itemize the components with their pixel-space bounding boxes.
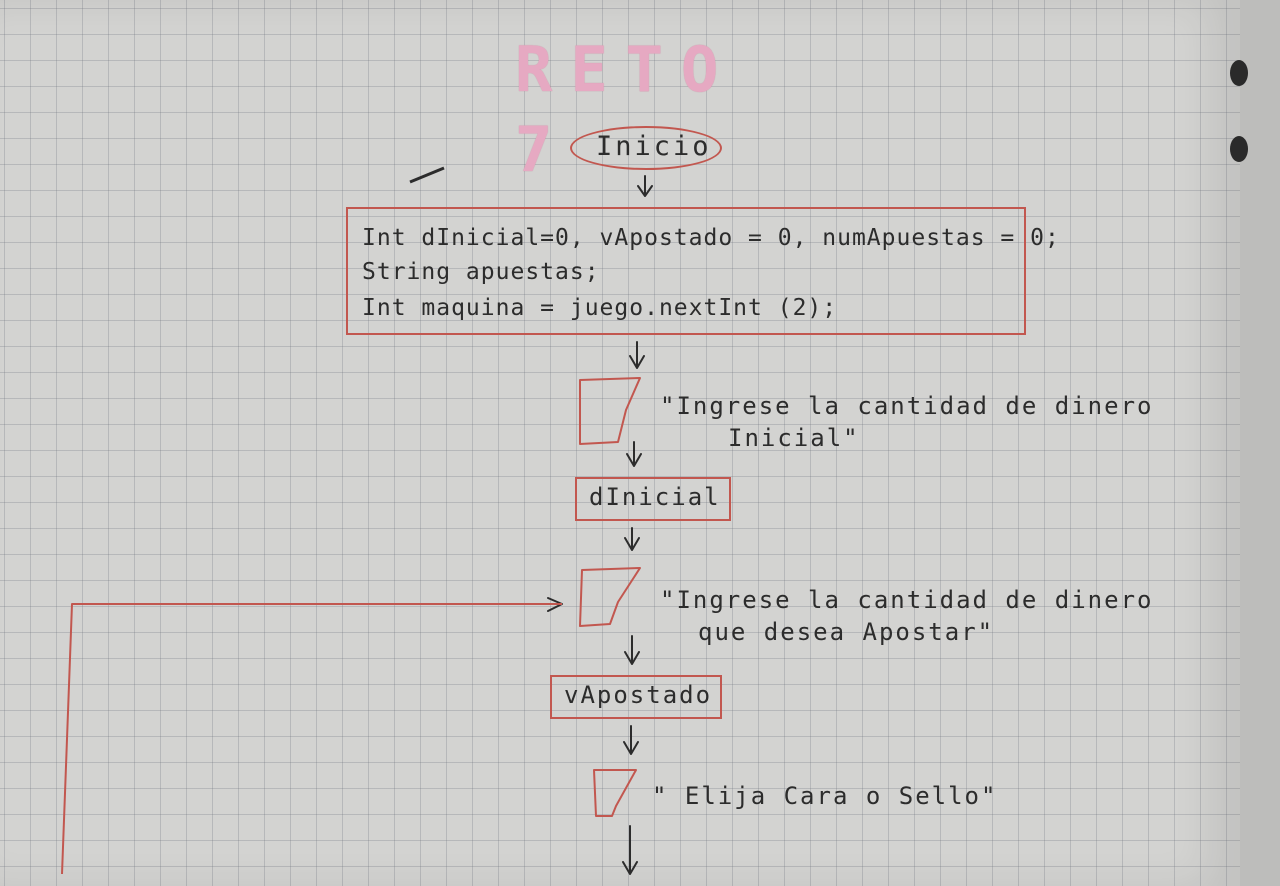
arrow-start-to-decl: [638, 176, 652, 196]
arrow-output1-to-input1: [627, 442, 641, 466]
prompt-2-line-2: que desea Apostar": [698, 618, 995, 646]
input-label-dinicial: dInicial: [589, 483, 721, 511]
arrow-output2-to-input2: [625, 636, 639, 664]
declaration-line-3: Int maquina = juego.nextInt (2);: [362, 295, 838, 321]
output-shape-3: [594, 770, 636, 816]
prompt-1-line-1: "Ingrese la cantidad de dinero: [660, 392, 1154, 420]
arrow-input2-to-output3: [624, 726, 638, 754]
pen-mark: [410, 168, 444, 182]
arrow-output3-down: [623, 826, 637, 874]
start-label: Inicio: [596, 131, 712, 162]
arrow-decl-to-output1: [630, 342, 644, 368]
prompt-2-line-1: "Ingrese la cantidad de dinero: [660, 586, 1154, 614]
input-label-vapostado: vApostado: [564, 681, 713, 709]
output-shape-2: [580, 568, 640, 626]
prompt-3: " Elija Cara o Sello": [652, 782, 998, 810]
diagram-title: RETO 7: [515, 33, 737, 186]
prompt-1-line-2: Inicial": [728, 424, 860, 452]
output-shape-1: [580, 378, 640, 444]
arrow-input1-to-output2: [625, 528, 639, 550]
declaration-line-2: String apuestas;: [362, 259, 600, 285]
loop-line: [62, 604, 562, 874]
declaration-line-1: Int dInicial=0, vApostado = 0, numApuestas = 0;: [362, 225, 1060, 251]
